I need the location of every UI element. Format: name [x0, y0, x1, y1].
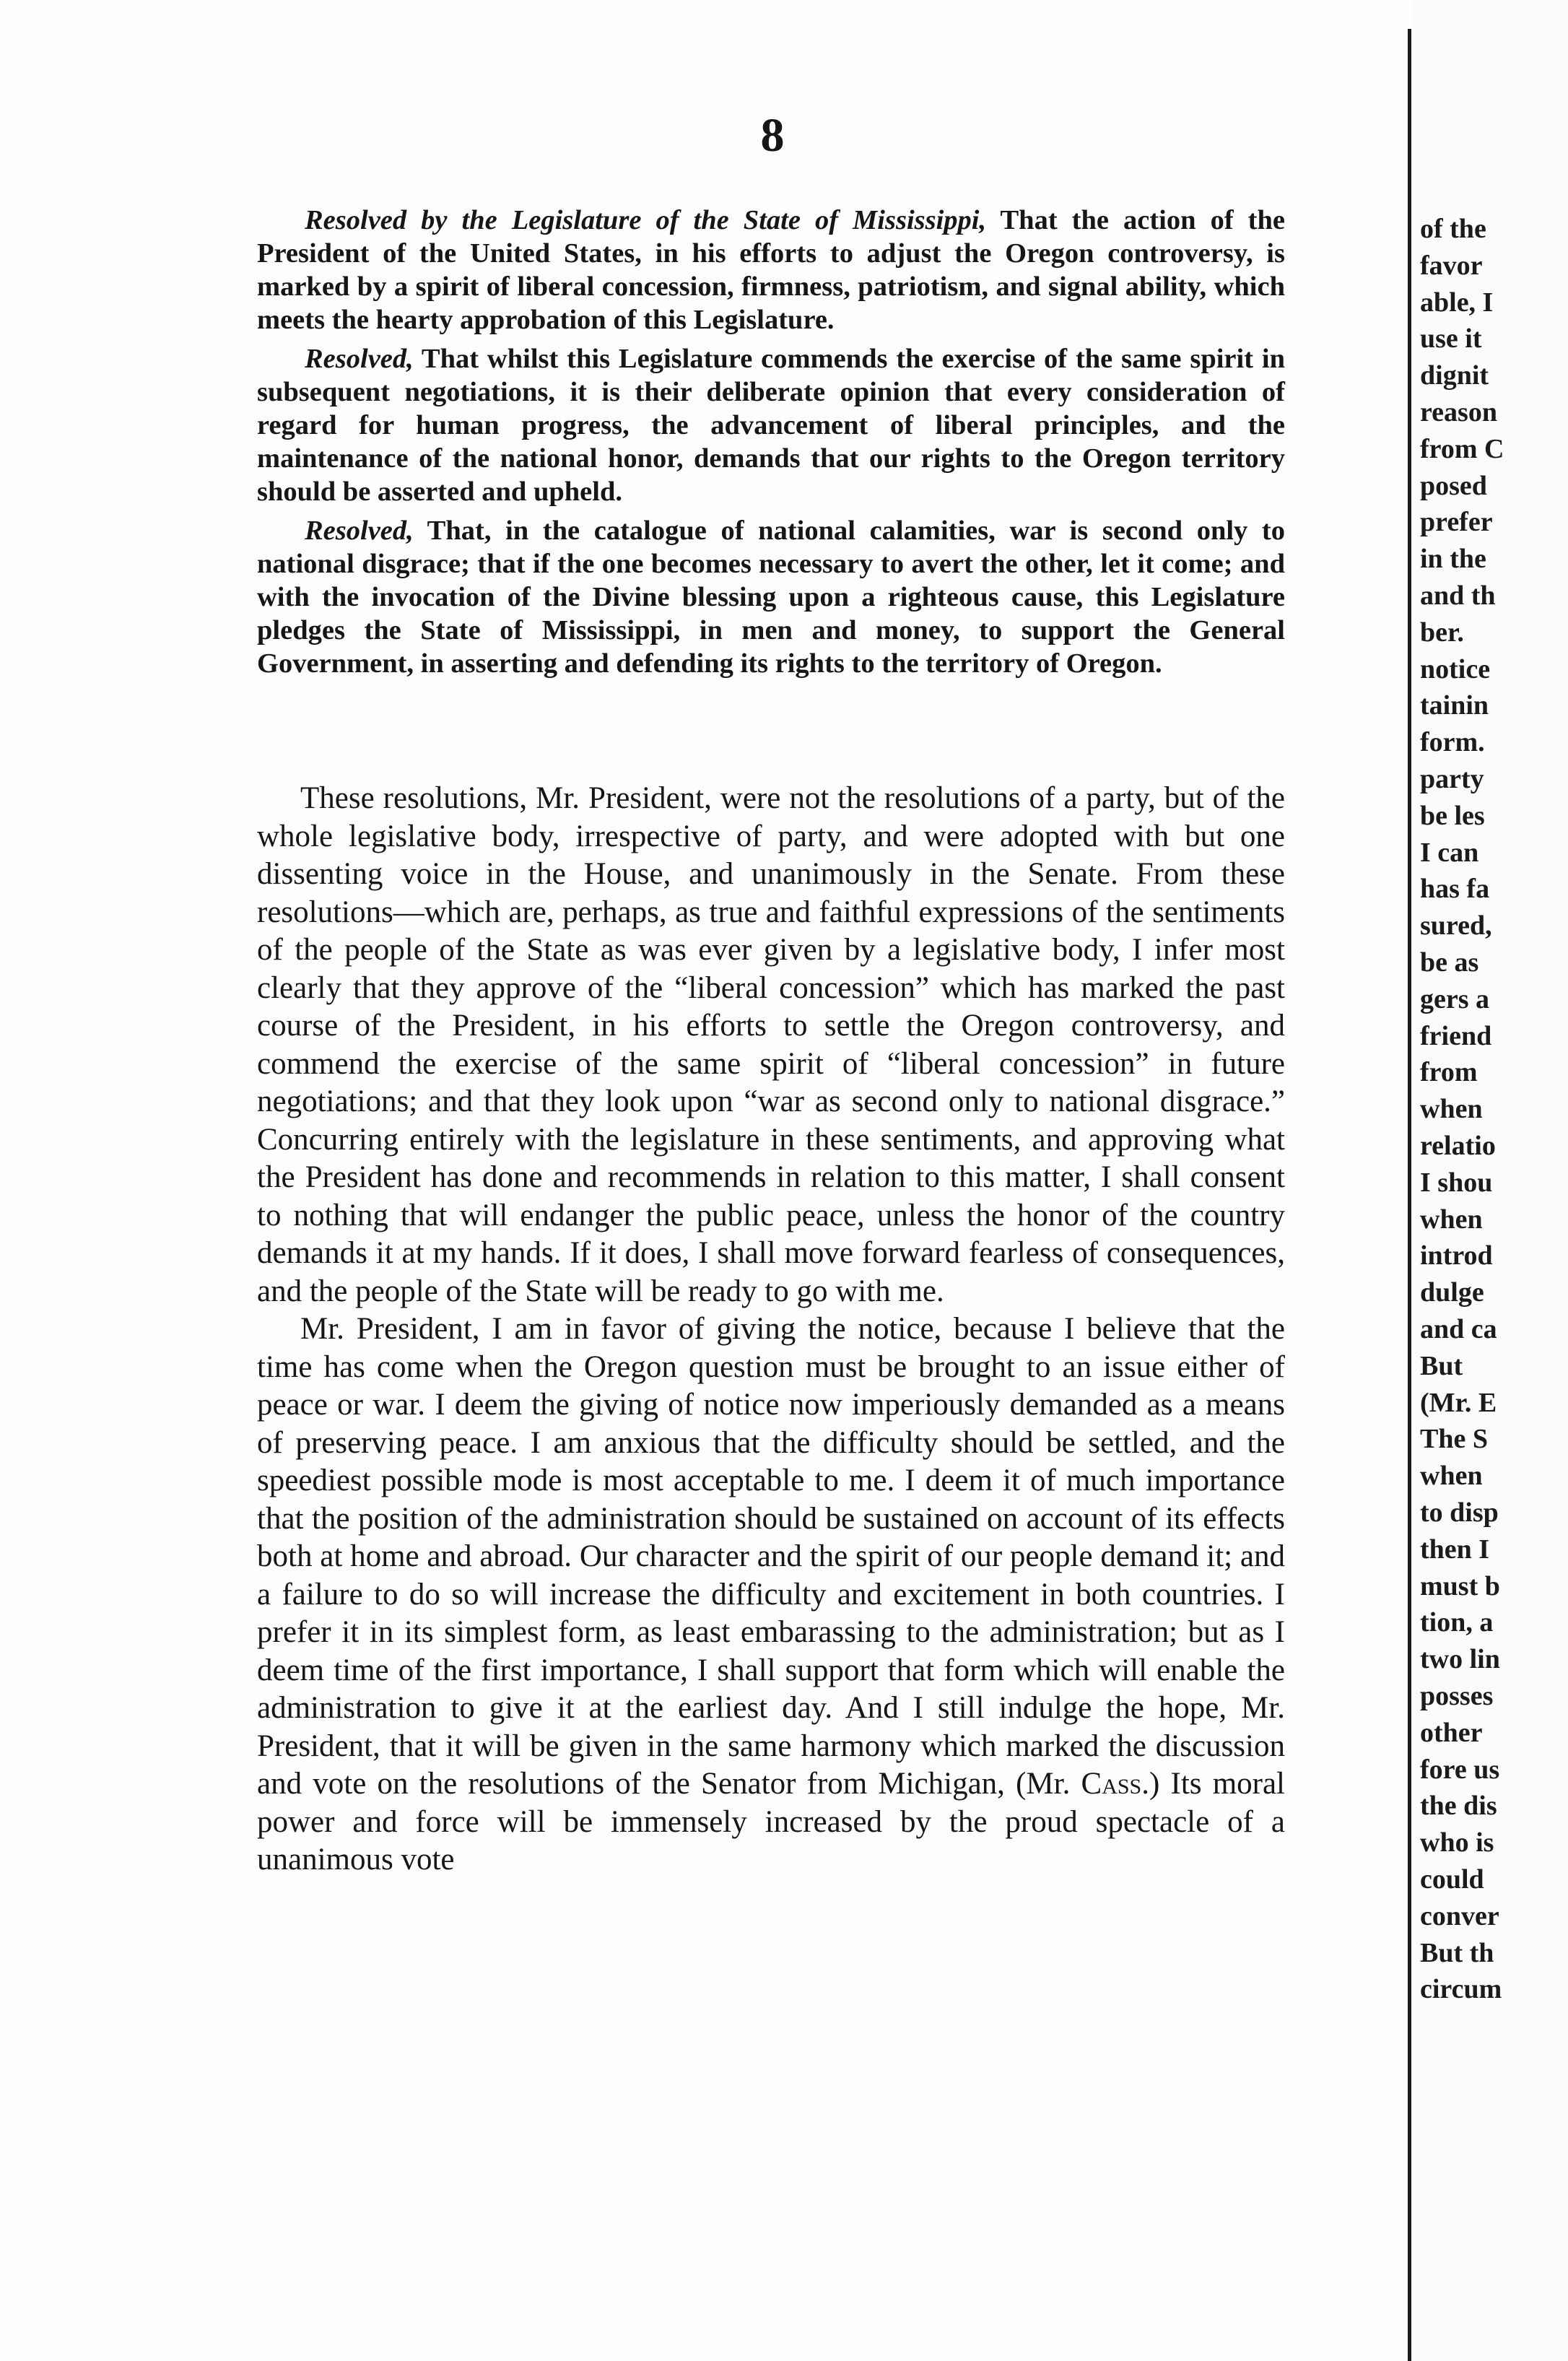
facing-page-line: (Mr. E	[1420, 1387, 1497, 1418]
facing-page-line: tainin	[1420, 690, 1489, 721]
resolution-2	[257, 342, 1285, 508]
resolution-label: Resolved by the Legislature of the State of Mississippi,	[305, 205, 987, 235]
facing-page-line: and th	[1420, 581, 1496, 611]
facing-page-line: and ca	[1420, 1314, 1497, 1344]
facing-page-line: gers a	[1420, 983, 1490, 1014]
facing-page-line: to disp	[1420, 1497, 1499, 1528]
resolution-text: That whilst this Legislature commends the exercise of the same spirit in subsequent negotiations, it is their deliberate opinion that every consideration of regard for human progress, the advancement of liberal principles, and the maintenance of the national honor, demands that our rights to the Oregon territory should be asserted and upheld.	[257, 344, 1285, 507]
facing-page-line: favor	[1420, 250, 1483, 281]
facing-page-line: has fa	[1420, 874, 1490, 905]
facing-page-line: use it	[1420, 323, 1482, 355]
facing-page-line: tion, a	[1420, 1607, 1494, 1638]
resolution-label: Resolved,	[305, 516, 414, 546]
facing-page-line: in the	[1420, 544, 1486, 575]
facing-page-line: But th	[1420, 1937, 1494, 1968]
facing-page-line: when	[1420, 1461, 1483, 1492]
facing-page-line: from C	[1420, 433, 1504, 464]
senator-name: Cass	[1081, 1767, 1142, 1801]
facing-page-line: posed	[1420, 470, 1487, 501]
facing-page-line: be les	[1420, 800, 1485, 831]
facing-page-line: when	[1420, 1094, 1483, 1125]
body-paragraph-1: These resolutions, Mr. President, were not the resolutions of a party, but of the whole legislative body, irrespective of party, and were adopted with but one dissenting voice in the House, and unanimously in the Senate. From these resolutions—which are, perhaps, as true and faithful expressions of the sentiments of the people of the State as was ever given by a legislative body, I infer most clearly that they approve of the “liberal concession” which has marked the past course of the President, in his efforts to settle the Oregon controversy, and commend the exercise of the same spirit of “liberal concession” in future negotiations; and that they look upon “war as second only to national disgrace.” Concurring entirely with the legislature in these sentiments, and approving what the President has done and recommends in relation to this matter, I shall consent to nothing that will endanger the public peace, unless the honor of the country demands it at my hands. If it does, I shall move forward fearless of consequences, and the people of the State will be ready to go with me.	[257, 781, 1285, 1308]
facing-page-line: conver	[1420, 1900, 1499, 1931]
facing-page-line: who is	[1420, 1827, 1494, 1858]
facing-page-line: then I	[1420, 1534, 1490, 1565]
resolution-3	[257, 514, 1285, 680]
facing-page-line: could	[1420, 1864, 1484, 1895]
resolution-1	[257, 204, 1285, 336]
facing-page-line: fore us	[1420, 1754, 1500, 1785]
facing-page-edge	[1411, 0, 1568, 2361]
body-paragraph-2-end: .) Its moral power and force will be immensely increased by the proud spectacle of a unanimous vote	[257, 1767, 1285, 1877]
facing-page-line: I shou	[1420, 1167, 1493, 1198]
facing-page-line: notice	[1420, 653, 1491, 684]
facing-page-line: of the	[1420, 214, 1486, 244]
body-paragraph-2-text: Mr. President, I am in favor of giving the notice, because I believe that the time has come when the Oregon question must be brought to an issue either of peace or war. I deem the giving of notice now imperiously demanded as a means of preserving peace. I am anxious that the difficulty should be settled, and the speediest possible mode is most acceptable to me. I deem it of much importance that the position of the administration should be sustained on account of its effects both at home and abroad. Our character and the spirit of our people demand it; and a failure to do so will increase the difficulty and excitement in both countries. I prefer it in its simplest form, as least embarassing to the administration; but as I deem time of the first importance, I shall support that form which will enable the administration to give it at the earliest day. And I still indulge the hope, Mr. President, that it will be given in the same harmony which marked the discussion and vote on the resolutions of the Senator from Michigan, (Mr.	[257, 1312, 1285, 1801]
facing-page-line: reason	[1420, 397, 1497, 427]
facing-page-line: introd	[1420, 1240, 1493, 1271]
facing-page-line: from	[1420, 1057, 1478, 1088]
facing-page-line: be as	[1420, 947, 1479, 978]
speech-body	[257, 780, 1285, 1879]
facing-page-line: But	[1420, 1350, 1463, 1381]
resolution-text: That, in the catalogue of national calamities, war is second only to national disgrace; that if the one becomes necessary to avert the other, let it come; and with the invocation of the Divine blessing upon a righteous cause, this Legislature pledges the State of Mississippi, in men and money, to support the General Government, in asserting and defending its rights to the territory of Oregon.	[257, 516, 1285, 679]
facing-page-line: circum	[1420, 1974, 1502, 2005]
facing-page-line: two lin	[1420, 1644, 1500, 1675]
resolution-text: That the action of the President of the United States, in his efforts to adjust the Oregon controversy, is marked by a spirit of liberal concession, firmness, patriotism, and signal ability, which meets the hearty approbation of this Legislature.	[257, 205, 1285, 335]
facing-page-line: The S	[1420, 1424, 1488, 1455]
facing-page-line: relatio	[1420, 1131, 1496, 1161]
facing-page-line: when	[1420, 1204, 1483, 1235]
facing-page-line: dignit	[1420, 360, 1489, 391]
facing-page-line: form.	[1420, 727, 1485, 758]
facing-page-line: posses	[1420, 1681, 1494, 1711]
facing-page-line: the dis	[1420, 1791, 1497, 1822]
facing-page-line: must b	[1420, 1570, 1500, 1601]
facing-page-line: friend	[1420, 1020, 1492, 1051]
facing-page-line: prefer	[1420, 507, 1493, 538]
facing-page-line: dulge	[1420, 1277, 1484, 1308]
body-paragraph-2	[257, 1310, 1285, 1879]
page-number: 8	[760, 109, 785, 162]
facing-page-line: I can	[1420, 837, 1479, 868]
facing-page-line: other	[1420, 1717, 1483, 1748]
facing-page-line: able, I	[1420, 287, 1494, 318]
facing-page-line: ber.	[1420, 617, 1464, 648]
resolution-label: Resolved,	[305, 344, 414, 374]
facing-page-line: party	[1420, 764, 1484, 794]
resolutions-block	[257, 204, 1285, 686]
facing-page-line: sured,	[1420, 910, 1492, 942]
